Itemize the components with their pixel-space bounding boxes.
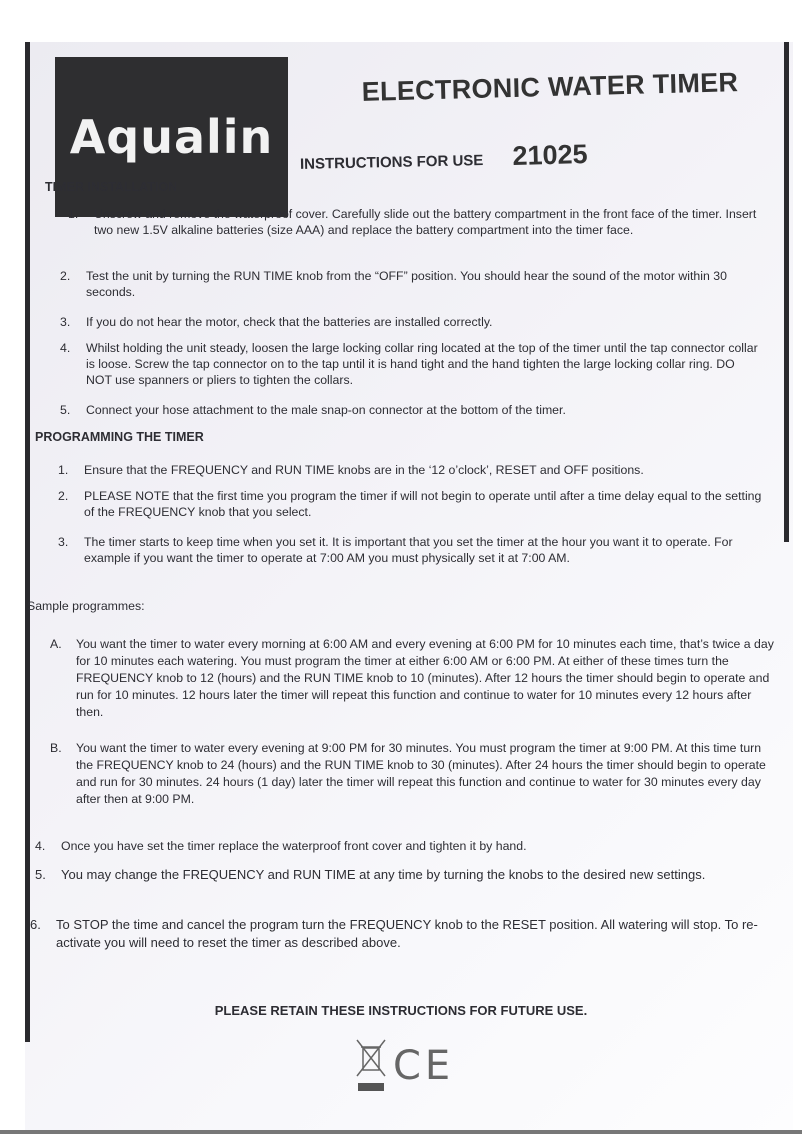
item-number: 1. [68,207,79,221]
item-text: You want the timer to water every morning at 6:00 AM and every evening at 6:00 PM for 10 minutes each time, that’s twice a day for 10 minutes each watering. You must program the timer at either 6:00 AM or 6:00 PM. At either of these times turn the FREQUENCY knob to 12 (hours) and the RUN TIME knob to 10 (minutes). After 12 hours the timer should begin to operate and run for 10 minutes. 12 hours later the timer will repeat this function and continue to water for 10 minutes every 12 hours after then. [76,637,774,719]
item-number: 5. [60,403,71,417]
retain-notice: PLEASE RETAIN THESE INSTRUCTIONS FOR FUTURE USE. [214,1003,588,1018]
list-item [58,462,768,478]
list-item [58,488,773,520]
list-item [60,340,760,388]
item-number: 2. [58,489,69,503]
document-title: ELECTRONIC WATER TIMER [361,67,739,107]
item-text: Once you have set the timer replace the waterproof front cover and tighten it by hand. [61,839,527,853]
installation-heading: TIMER INSTALLATION [45,180,178,194]
page-border-left [25,42,30,1042]
item-text: To STOP the time and cancel the program turn the FREQUENCY knob to the RESET position. All watering will stop. To re-activate you will need to reset the timer as described above. [56,917,758,950]
list-item [58,534,773,566]
logo-text: Aqualin [69,110,274,164]
item-number: 2. [60,269,71,283]
item-text: Ensure that the FREQUENCY and RUN TIME knobs are in the ‘12 o’clock’, RESET and OFF positions. [84,463,644,477]
page-border-right [784,42,789,542]
item-number: 6. [30,917,41,932]
list-item [68,206,758,238]
list-item [60,268,750,300]
list-item [35,866,775,884]
item-text: Test the unit by turning the RUN TIME knob from the “OFF” position. You should hear the sound of the motor within 30 seconds. [86,269,727,299]
item-text: PLEASE NOTE that the first time you program the timer if will not begin to operate until after a time delay equal to the setting of the FREQUENCY knob that you select. [84,489,762,519]
compliance-marks [355,1038,454,1094]
item-text: The timer starts to keep time when you set it. It is important that you set the timer at the hour you want it to operate. For example if you want the timer to operate at 7:00 AM you must physically set it at 7:00 AM. [84,535,733,565]
item-text: Whilst holding the unit steady, loosen the large locking collar ring located at the top of the timer until the tap connector collar is loose. Screw the tap connector on to the tap until it is hand tight and the hand tighten the large locking collar ring. DO NOT use spanners or pliers to tighten the collars. [86,341,758,387]
samples-label [27,598,145,614]
item-text: If you do not hear the motor, check that the batteries are installed correctly. [86,315,493,329]
list-item [60,402,760,418]
sample-item [50,740,780,808]
item-number: 5. [35,867,46,882]
item-text: You may change the FREQUENCY and RUN TIME at any time by turning the knobs to the desired new settings. [61,867,706,882]
item-number: 4. [60,341,71,355]
item-number: 3. [58,535,69,549]
samples-label-text: Sample programmes: [27,599,145,613]
item-text: You want the timer to water every evening at 9:00 PM for 30 minutes. You must program the timer at 9:00 PM. At this time turn the FREQUENCY knob to 24 (hours) and the RUN TIME knob to 30 (minutes). After 24 hours the timer should begin to operate and run for 30 minutes. 24 hours (1 day) later the timer will repeat this function and continue to water for 30 minutes every day after then at 9:00 PM. [76,741,766,806]
item-number: A. [50,637,62,651]
item-number: 3. [60,315,71,329]
list-item [30,916,780,952]
item-number: 4. [35,839,46,853]
item-number: B. [50,741,62,755]
item-text: Connect your hose attachment to the male snap-on connector at the bottom of the timer. [86,403,566,417]
instructions-heading: INSTRUCTIONS FOR USE [299,152,484,173]
weee-crossed-bin-icon [355,1038,387,1094]
model-number: 21025 [512,139,588,171]
item-text: Unscrew and remove the waterproof cover. Carefully slide out the battery compartment in the front face of the timer. Insert two new 1.5V alkaline batteries (size AAA) and replace the battery compartment into the timer face. [94,207,757,237]
list-item [60,314,750,330]
item-number: 1. [58,463,69,477]
bottom-edge [0,1130,802,1134]
list-item [35,838,775,854]
programming-heading: PROGRAMMING THE TIMER [35,430,204,444]
ce-mark-icon: CE [393,1043,455,1089]
sample-item [50,636,780,721]
